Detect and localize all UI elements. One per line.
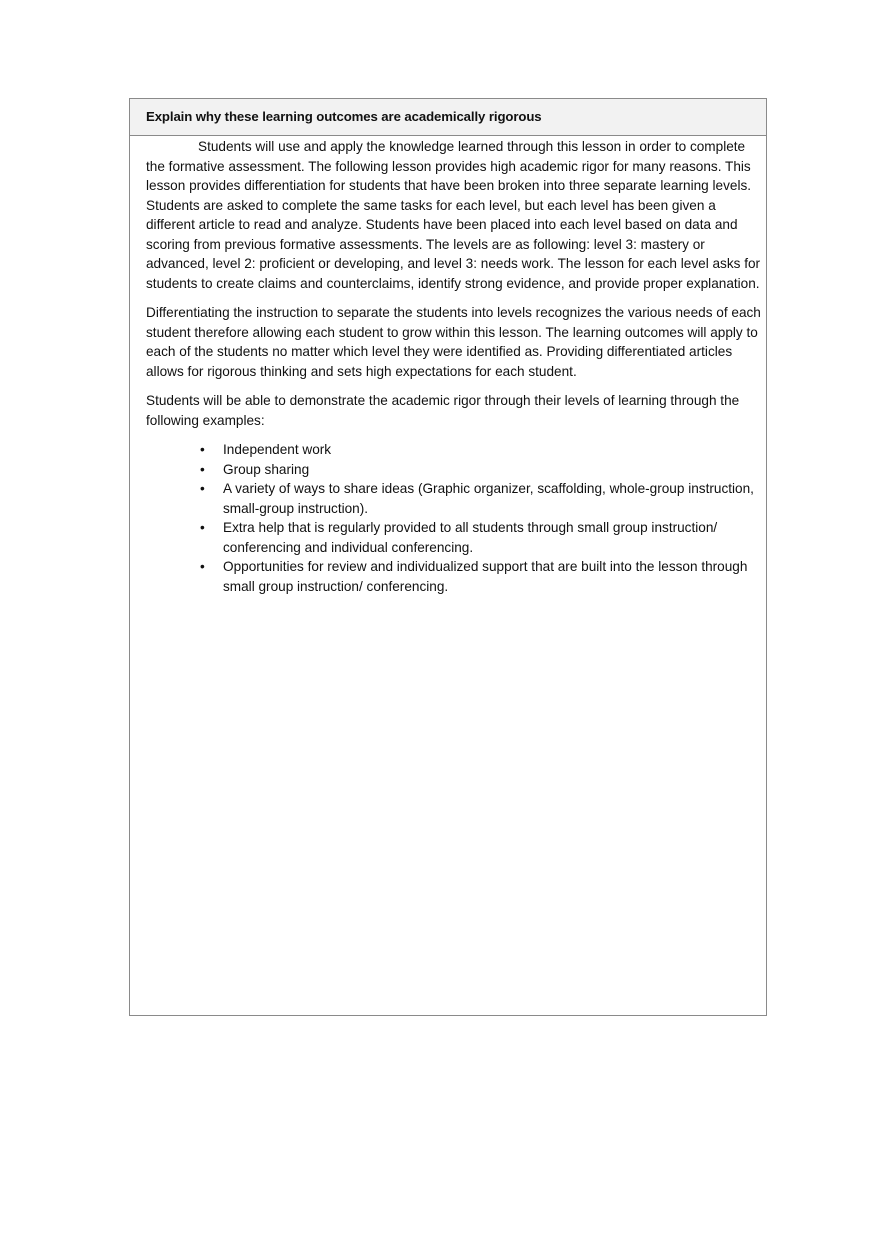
bullet-icon: • <box>200 461 205 477</box>
paragraph-differentiation: Differentiating the instruction to separate the students into levels recognizes the various needs of each student therefore allowing each student to grow within this lesson. The learning outcomes will apply to each of the students no matter which level they were identified as. Providing differentiated articles allows for rigorous thinking and sets high expectations for each student. <box>146 305 761 379</box>
examples-list <box>146 440 762 596</box>
bullet-icon: • <box>200 442 205 457</box>
list-item-text: Independent work <box>223 442 332 457</box>
list-item-text: A variety of ways to share ideas (Graphic organizer, scaffolding, whole-group instruction, small-group instruction). <box>223 481 754 516</box>
bullet-icon: • <box>200 520 205 535</box>
table-body <box>130 136 766 596</box>
list-item <box>200 557 762 596</box>
bullet-icon: • <box>200 481 205 496</box>
paragraph-intro: Students will use and apply the knowledge learned through this lesson in order to complete the formative assessment. The following lesson provides high academic rigor for many reasons. This lesson provides differentiation for students that have been broken into three separate learning levels. Students are asked to complete the same tasks for each level, but each level has been given a different article to read and analyze. Students have been placed into each level based on data and scoring from previous formative assessments. The levels are as following: level 3: mastery or advanced, level 2: proficient or developing, and level 3: needs work. The lesson for each level asks for students to create claims and counterclaims, identify strong evidence, and provide proper explanation. <box>146 139 761 291</box>
table-heading: Explain why these learning outcomes are academically rigorous <box>130 99 766 136</box>
list-item <box>200 518 762 557</box>
bullet-icon: • <box>200 559 205 574</box>
list-item <box>200 440 762 460</box>
rigor-table <box>129 98 767 1016</box>
list-item-text: Extra help that is regularly provided to all students through small group instruction/ conferencing and individual conferencing. <box>223 520 718 555</box>
list-item-text: Opportunities for review and individualized support that are built into the lesson through small group instruction/ conferencing. <box>223 559 748 594</box>
list-item <box>200 460 762 480</box>
list-item-text: Group sharing <box>223 461 310 477</box>
paragraph-examples-intro: Students will be able to demonstrate the academic rigor through their levels of learning through the following examples: <box>146 393 740 428</box>
list-item <box>200 479 762 518</box>
